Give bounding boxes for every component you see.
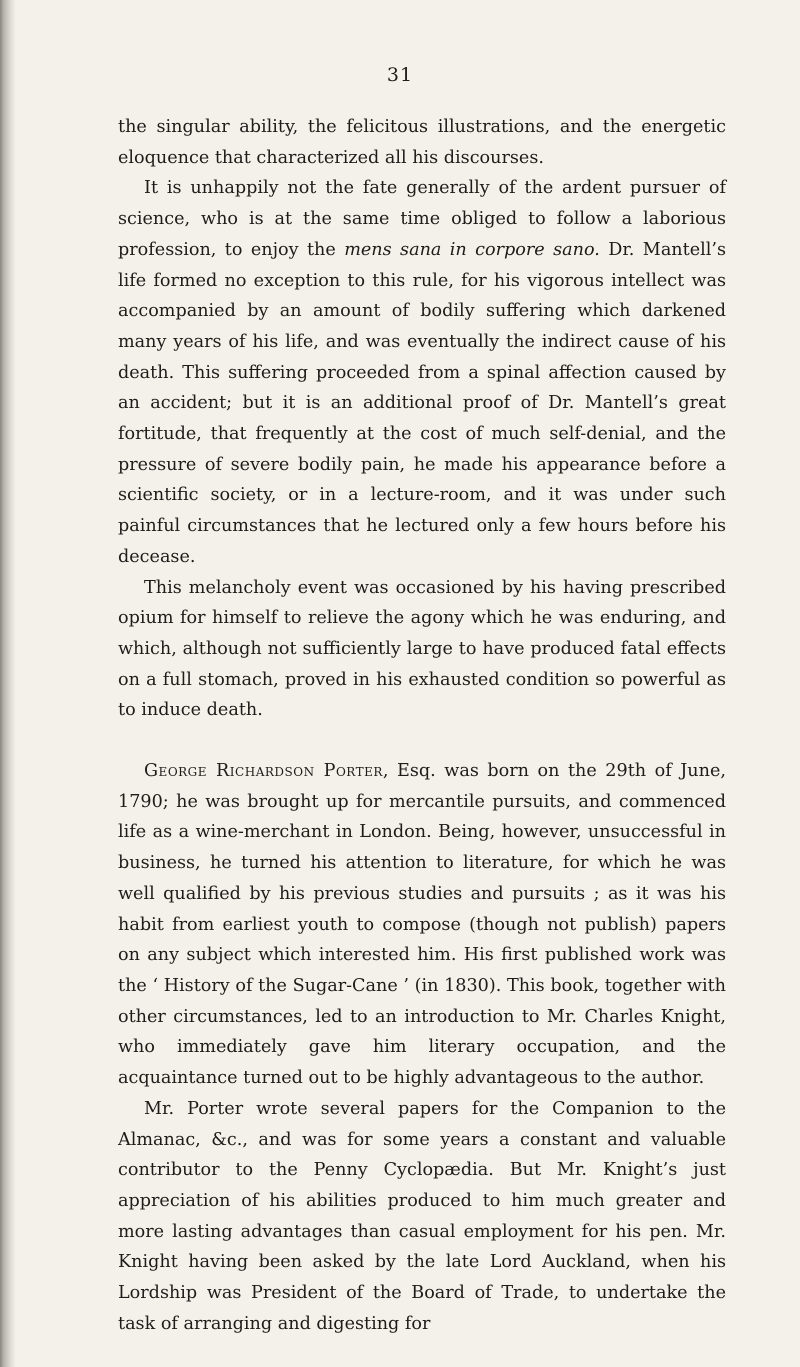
paragraph-1: the singular ability, the felicitous illustrations, and the energetic eloquence that characterized all his discourses. [118,117,726,168]
paragraph-3: This melancholy event was occasioned by his having prescribed opium for himself to relieve the agony which he was enduring, and which, although not sufficiently large to have produced fatal effects on a full stomach, proved in his exhausted condition so powerful as to induce death. [118,577,726,721]
latin-phrase: mens sana in corpore sano. [344,239,600,260]
paragraph-4 [118,756,726,1094]
page-number: 31 [386,64,414,86]
paragraph-4-text: , Esq. was born on the 29th of June, 1790; he was brought up for mercantile pursuits, and commenced life as a wine-merchant in London. Being, however, unsuccessful in business, he turned his attention to literature, for which he was well qualified by his previous studies and pursuits ; as it was his habit from earliest youth to compose (though not publish) papers on any subject which interested him. His first published work was the ‘ History of the Sugar-Cane ’ (in 1830). This book, together with other circumstances, led to an introduction to Mr. Charles Knight, who immediately gave him literary occupation, and the acquaintance turned out to be highly advantageous to the author. [118,761,726,1089]
paragraph-5: Mr. Porter wrote several papers for the Companion to the Almanac, &c., and was for some years a constant and valuable contributor to the Penny Cyclopædia. But Mr. Knight’s just appreciation of his abilities produced to him much greater and more lasting advantages than casual employment for his pen. Mr. Knight having been asked by the late Lord Auckland, when his Lordship was President of the Board of Trade, to undertake the task of arranging and digesting for [118,1098,726,1334]
body-text [118,112,726,1339]
section-gap [118,726,726,756]
paragraph-2 [118,173,726,572]
paragraph-2-start: It is unhappily not the fate generally of the ardent pursuer of science, who is at the same time obliged to follow a laborious profession, to enjoy the [118,178,726,260]
page-edge [0,0,16,1367]
biography-name: George Richardson Porter [144,761,383,782]
paragraph-2-end: Dr. Mantell’s life formed no exception to this rule, for his vigorous intellect was accompanied by an amount of bodily suffering which darkened many years of his life, and was eventually the indirect cause of his death. This suffering proceeded from a spinal affection caused by an accident; but it is an additional proof of Dr. Mantell’s great fortitude, that frequently at the cost of much self-denial, and the pressure of severe bodily pain, he made his appearance before a scientific society, or in a lecture-room, and it was under such painful circumstances that he lectured only a few hours before his decease. [118,239,726,567]
